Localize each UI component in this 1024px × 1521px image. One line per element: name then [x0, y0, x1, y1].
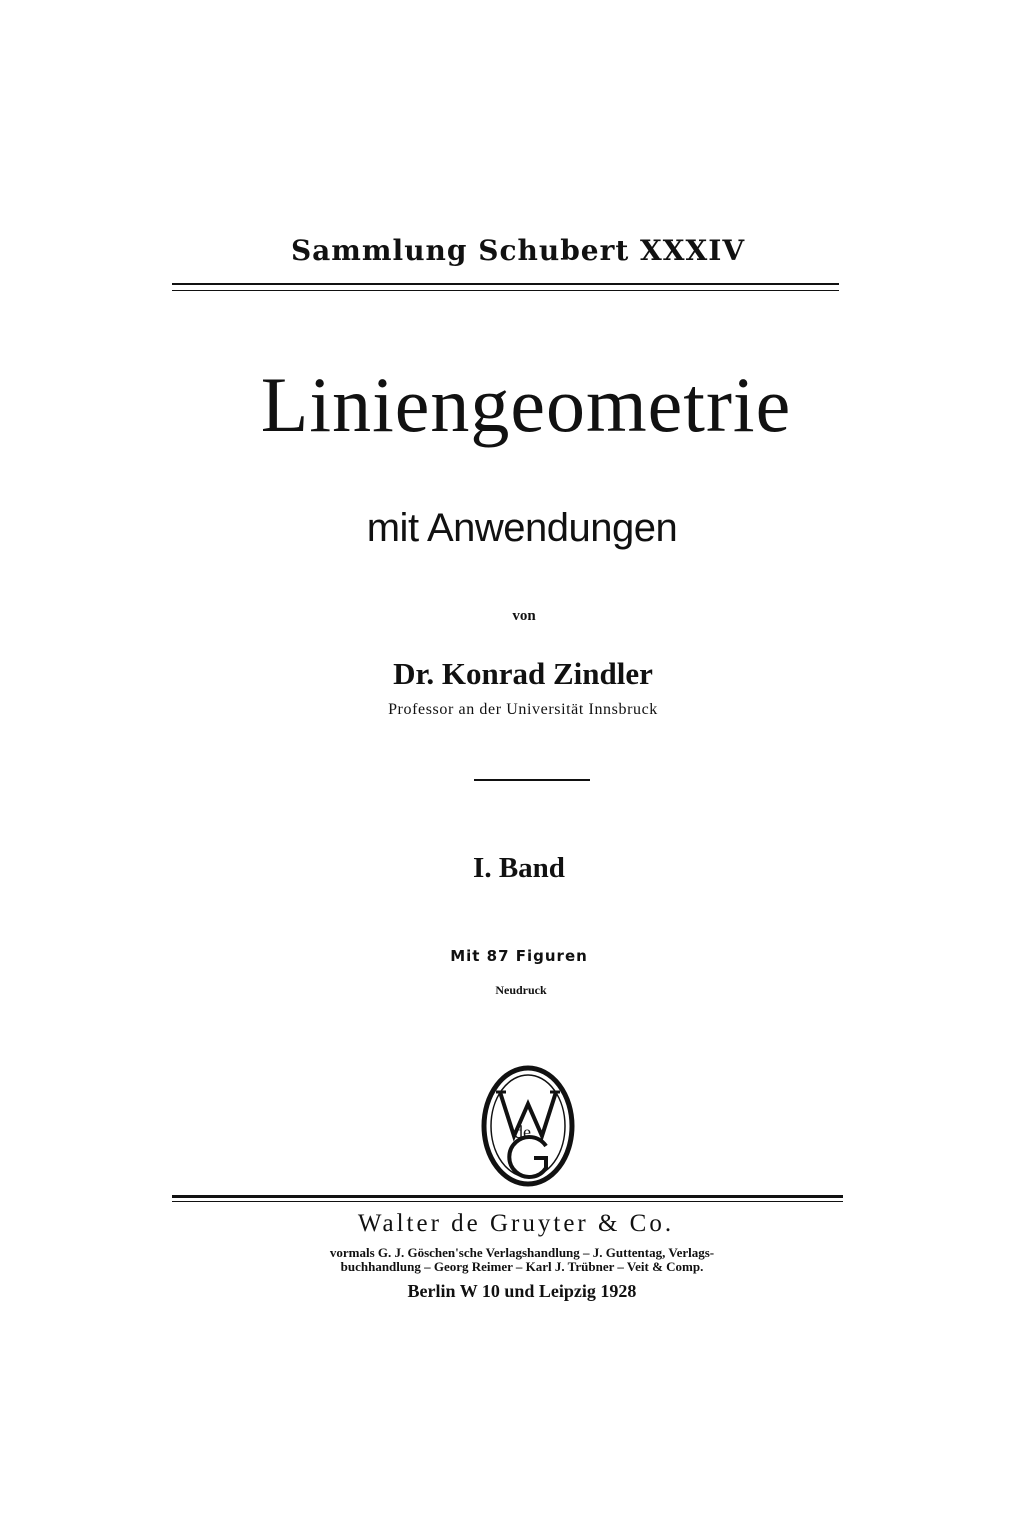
publisher-name: Walter de Gruyter & Co. — [357, 1210, 675, 1237]
wdeg-monogram-logo-icon — [480, 1064, 576, 1188]
author-name: Dr. Konrad Zindler — [393, 656, 653, 691]
svg-text:de: de — [514, 1122, 531, 1142]
section-divider — [474, 779, 590, 781]
publisher-history — [10, 1246, 1024, 1274]
publisher-rule-bottom — [172, 1201, 843, 1202]
book-title: Liniengeometrie — [260, 361, 792, 448]
publisher-history-line-1: vormals G. J. Göschen'sche Verlagshandlung – J. Guttentag, Verlags- — [329, 1245, 715, 1260]
volume-label: I. Band — [473, 852, 565, 884]
place-and-year: Berlin W 10 und Leipzig 1928 — [407, 1281, 637, 1301]
by-label: von — [512, 608, 536, 624]
figure-count: Mit 87 Figuren — [450, 947, 588, 965]
book-subtitle: mit Anwendungen — [366, 506, 678, 550]
series-rule-bottom — [172, 290, 839, 291]
publisher-history-line-2: buchhandlung – Georg Reimer – Karl J. Trübner – Veit & Comp. — [340, 1259, 704, 1274]
reprint-label: Neudruck — [495, 983, 547, 997]
publisher-rule-top — [172, 1195, 843, 1198]
series-rule-top — [172, 283, 839, 285]
author-affiliation: Professor an der Universität Innsbruck — [388, 701, 658, 718]
series-title: Sammlung Schubert XXXIV — [290, 234, 746, 267]
